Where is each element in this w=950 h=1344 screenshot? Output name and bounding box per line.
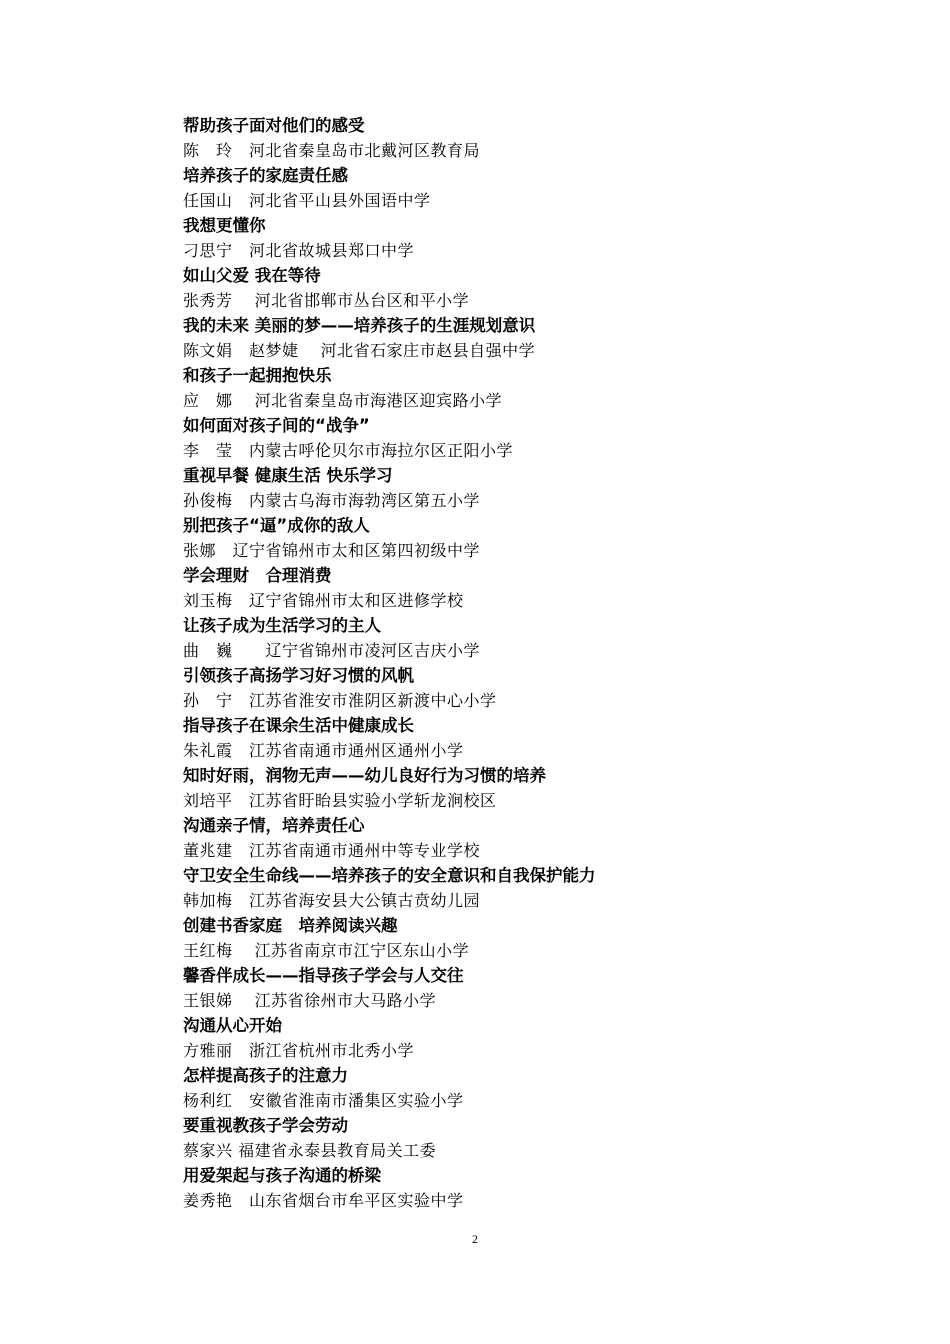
list-item: [183, 1013, 883, 1063]
list-item: [183, 263, 883, 313]
list-item: [183, 913, 883, 963]
author-affiliation: 刘玉梅 辽宁省锦州市太和区进修学校: [183, 591, 464, 610]
author-affiliation: 陈文娟 赵梦婕 河北省石家庄市赵县自强中学: [183, 341, 536, 360]
list-item: [183, 763, 883, 813]
author-affiliation: 方雅丽 浙江省杭州市北秀小学: [183, 1041, 415, 1060]
author-affiliation: 应 娜 河北省秦皇岛市海港区迎宾路小学: [183, 391, 503, 410]
article-title: 馨香伴成长——指导孩子学会与人交往: [183, 966, 464, 985]
author-affiliation: 陈 玲 河北省秦皇岛市北戴河区教育局: [183, 141, 481, 160]
article-title: 帮助孩子面对他们的感受: [183, 116, 365, 135]
article-title: 指导孩子在课余生活中健康成长: [183, 716, 414, 735]
list-item: [183, 513, 883, 563]
list-item: [183, 1163, 883, 1213]
article-title: 沟通亲子情，培养责任心: [183, 816, 365, 835]
article-title: 我的未来 美丽的梦——培养孩子的生涯规划意识: [183, 316, 536, 335]
list-item: [183, 463, 883, 513]
article-title: 知时好雨，润物无声——幼儿良好行为习惯的培养: [183, 766, 546, 785]
list-item: [183, 963, 883, 1013]
author-affiliation: 姜秀艳 山东省烟台市牟平区实验中学: [183, 1191, 464, 1210]
list-item: [183, 313, 883, 363]
article-title: 学会理财 合理消费: [183, 566, 332, 585]
list-item: [183, 863, 883, 913]
list-item: [183, 613, 883, 663]
author-affiliation: 张娜 辽宁省锦州市太和区第四初级中学: [183, 541, 481, 560]
author-affiliation: 蔡家兴 福建省永泰县教育局关工委: [183, 1141, 437, 1160]
article-title: 怎样提高孩子的注意力: [183, 1066, 348, 1085]
author-affiliation: 孙 宁 江苏省淮安市淮阴区新渡中心小学: [183, 691, 497, 710]
author-affiliation: 孙俊梅 内蒙古乌海市海勃湾区第五小学: [183, 491, 481, 510]
article-title: 和孩子一起拥抱快乐: [183, 366, 332, 385]
article-title: 别把孩子“逼”成你的敌人: [183, 516, 370, 535]
article-title: 如山父爱 我在等待: [183, 266, 321, 285]
article-title: 创建书香家庭 培养阅读兴趣: [183, 916, 398, 935]
article-title: 用爱架起与孩子沟通的桥梁: [183, 1166, 381, 1185]
page-number: 2: [472, 1232, 478, 1246]
list-item: [183, 413, 883, 463]
article-title: 沟通从心开始: [183, 1016, 282, 1035]
article-title: 让孩子成为生活学习的主人: [183, 616, 381, 635]
list-item: [183, 113, 883, 163]
article-title: 如何面对孩子间的“战争”: [183, 416, 370, 435]
author-affiliation: 杨利红 安徽省淮南市潘集区实验小学: [183, 1091, 464, 1110]
author-affiliation: 朱礼霞 江苏省南通市通州区通州小学: [183, 741, 464, 760]
list-item: [183, 663, 883, 713]
list-item: [183, 1113, 883, 1163]
article-title: 要重视教孩子学会劳动: [183, 1116, 348, 1135]
list-item: [183, 563, 883, 613]
list-item: [183, 213, 883, 263]
author-affiliation: 董兆建 江苏省南通市通州中等专业学校: [183, 841, 481, 860]
article-title: 我想更懂你: [183, 216, 266, 235]
list-item: [183, 163, 883, 213]
article-title: 重视早餐 健康生活 快乐学习: [183, 466, 393, 485]
author-affiliation: 李 莹 内蒙古呼伦贝尔市海拉尔区正阳小学: [183, 441, 514, 460]
author-affiliation: 韩加梅 江苏省海安县大公镇古贲幼儿园: [183, 891, 481, 910]
author-affiliation: 任国山 河北省平山县外国语中学: [183, 191, 431, 210]
list-item: [183, 1063, 883, 1113]
article-title: 守卫安全生命线——培养孩子的安全意识和自我保护能力: [183, 866, 596, 885]
article-title: 引领孩子高扬学习好习惯的风帆: [183, 666, 414, 685]
list-item: [183, 713, 883, 763]
table-of-contents: [183, 113, 883, 1213]
author-affiliation: 刁思宁 河北省故城县郑口中学: [183, 241, 415, 260]
author-affiliation: 王银娣 江苏省徐州市大马路小学: [183, 991, 437, 1010]
author-affiliation: 张秀芳 河北省邯郸市丛台区和平小学: [183, 291, 470, 310]
list-item: [183, 813, 883, 863]
author-affiliation: 曲 巍 辽宁省锦州市凌河区吉庆小学: [183, 641, 481, 660]
author-affiliation: 王红梅 江苏省南京市江宁区东山小学: [183, 941, 470, 960]
author-affiliation: 刘培平 江苏省盱眙县实验小学斩龙涧校区: [183, 791, 497, 810]
list-item: [183, 363, 883, 413]
article-title: 培养孩子的家庭责任感: [183, 166, 348, 185]
